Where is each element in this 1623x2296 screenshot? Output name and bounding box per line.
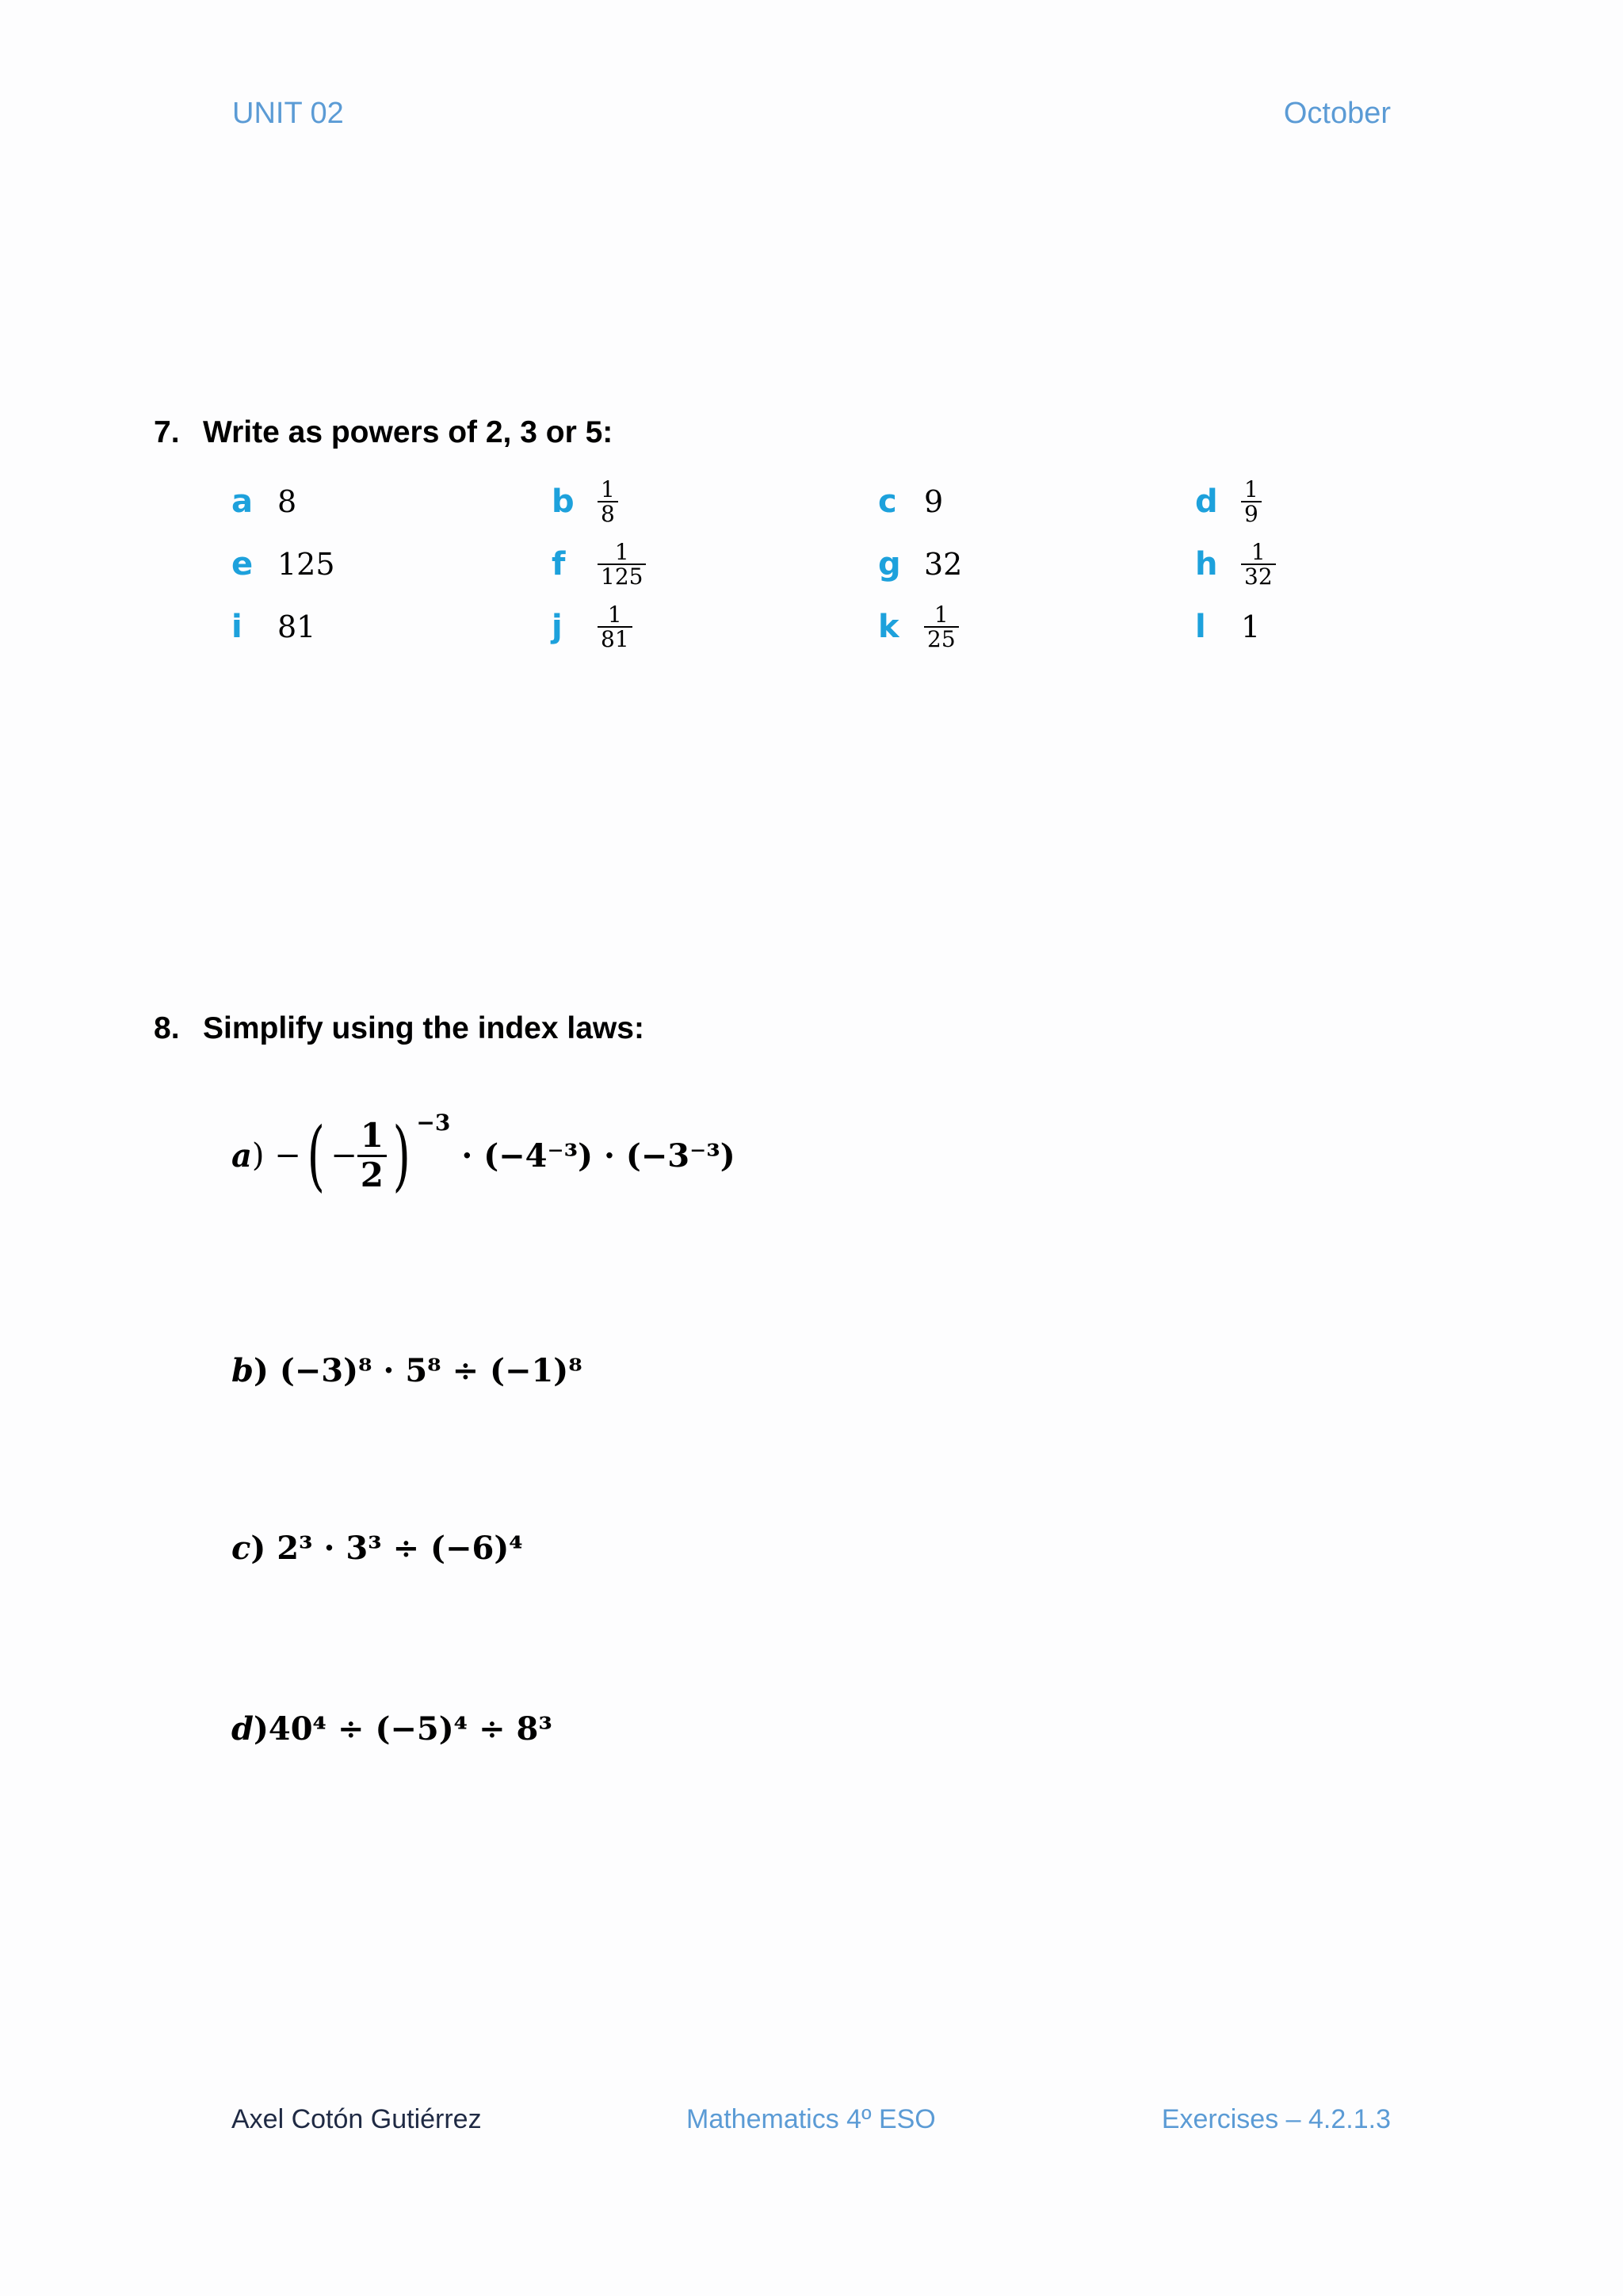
expression-body: ) (−3)⁸ · 5⁸ ÷ (−1)⁸: [253, 1352, 582, 1389]
expression-lead: ) −: [251, 1137, 301, 1174]
item-g: [878, 541, 962, 588]
question-8-title: [154, 1011, 644, 1046]
fraction: [598, 538, 646, 590]
numerator: 1: [601, 476, 615, 502]
header-unit: UNIT 02: [232, 97, 344, 130]
expression-label: a: [231, 1137, 252, 1175]
item-c: [878, 478, 943, 525]
header-month: October: [1283, 97, 1391, 130]
fraction: [924, 603, 959, 651]
expression-c: [231, 1530, 523, 1567]
numerator: 1: [1244, 476, 1258, 502]
item-letter: a: [231, 483, 253, 520]
footer-section: Exercises – 4.2.1.3: [1161, 2104, 1391, 2134]
item-value: 1: [1241, 609, 1261, 644]
fraction: [598, 603, 632, 651]
denominator: 32: [1241, 563, 1276, 588]
fraction: [1241, 538, 1276, 590]
numerator: 1: [1251, 538, 1266, 565]
expression-body: )40⁴ ÷ (−5)⁴ ÷ 8³: [253, 1710, 552, 1748]
item-b: [552, 478, 618, 525]
item-letter: e: [231, 546, 254, 583]
minus-sign: −: [330, 1137, 357, 1174]
item-value: 81: [277, 609, 316, 644]
item-letter: k: [878, 609, 899, 645]
question-number: 7.: [154, 415, 180, 449]
item-f: [552, 538, 646, 590]
fraction: [357, 1117, 387, 1193]
fraction: [1241, 478, 1262, 526]
expression-d: [231, 1710, 552, 1748]
numerator: 1: [360, 1116, 384, 1156]
question-text: Write as powers of 2, 3 or 5:: [203, 415, 613, 449]
item-letter: l: [1195, 609, 1206, 645]
question-number: 8.: [154, 1011, 180, 1045]
item-letter: d: [1195, 483, 1218, 520]
item-value: 32: [924, 547, 963, 582]
expression-body: ) 2³ · 3³ ÷ (−6)⁴: [250, 1530, 523, 1567]
item-j: [552, 603, 632, 651]
expression-label: b: [231, 1352, 254, 1389]
item-d: [1195, 478, 1262, 525]
item-letter: i: [231, 609, 242, 645]
item-value: 8: [277, 484, 297, 519]
expression-label: d: [231, 1710, 254, 1748]
item-letter: h: [1195, 546, 1218, 583]
question-text: Simplify using the index laws:: [203, 1011, 644, 1045]
expression-a: [231, 1109, 735, 1200]
denominator: 8: [598, 501, 618, 525]
expression-b: [231, 1352, 582, 1389]
left-paren: (: [307, 1111, 325, 1200]
denominator: 81: [598, 626, 632, 651]
item-i: [231, 603, 315, 651]
item-value: 125: [277, 547, 335, 582]
item-k: [878, 603, 959, 651]
item-value: 9: [924, 484, 944, 519]
denominator: 9: [1241, 501, 1262, 525]
item-e: [231, 541, 335, 588]
item-letter: c: [878, 483, 897, 520]
item-a: [231, 478, 296, 525]
exponent: −3: [416, 1109, 451, 1136]
numerator: 1: [934, 601, 949, 628]
item-l: [1195, 603, 1260, 651]
item-letter: g: [878, 546, 901, 583]
numerator: 1: [614, 538, 629, 565]
item-letter: f: [552, 546, 566, 583]
denominator: 2: [357, 1155, 387, 1194]
numerator: 1: [607, 601, 622, 628]
item-letter: b: [552, 483, 575, 520]
item-letter: j: [552, 609, 563, 645]
denominator: 25: [924, 626, 959, 651]
right-paren: ): [392, 1111, 411, 1200]
question-7-title: [154, 415, 613, 450]
item-h: [1195, 538, 1276, 590]
fraction: [598, 478, 618, 526]
expression-label: c: [231, 1530, 251, 1567]
denominator: 125: [598, 563, 646, 588]
footer-course: Mathematics 4º ESO: [686, 2104, 936, 2134]
footer-author: Axel Cotón Gutiérrez: [231, 2104, 482, 2134]
expression-rest: · (−4⁻³) · (−3⁻³): [461, 1137, 735, 1175]
